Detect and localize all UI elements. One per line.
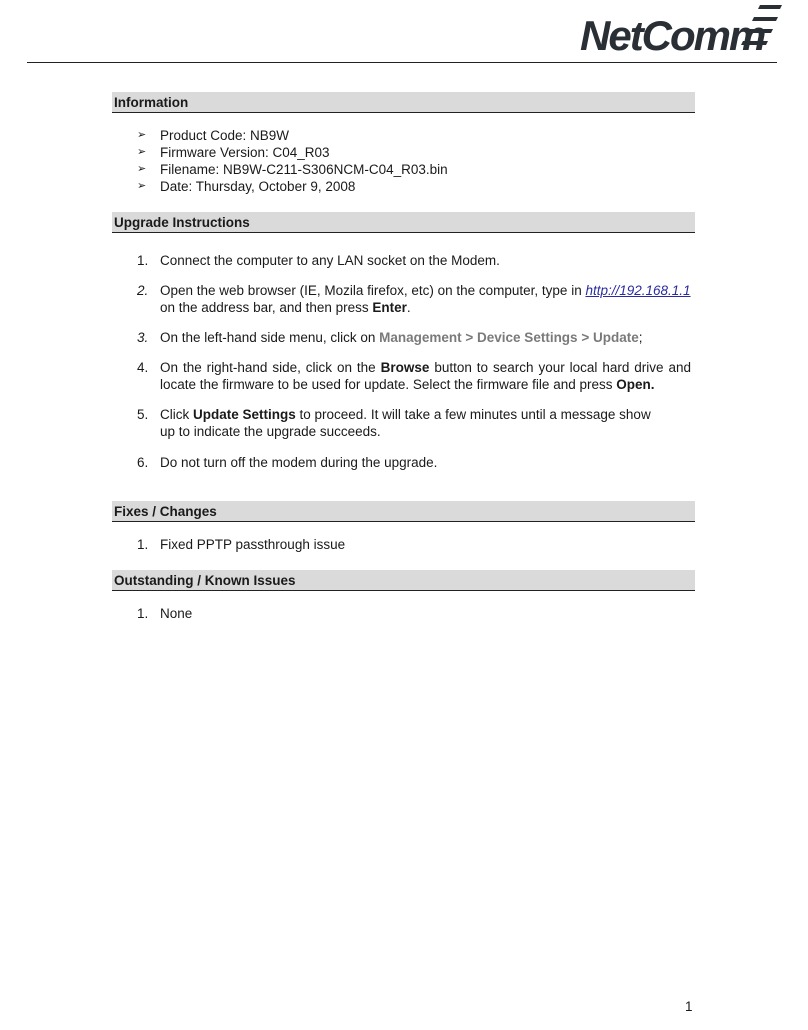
section-heading-fixes: Fixes / Changes: [112, 501, 695, 522]
menu-path: Management > Device Settings > Update: [379, 330, 639, 345]
section-heading-upgrade: Upgrade Instructions: [112, 212, 695, 233]
section-heading-information: Information: [112, 92, 695, 113]
upgrade-step-2: 2. Open the web browser (IE, Mozila firefox, etc) on the computer, type in http://192.168.1.1 on the address bar, and then press Enter.: [137, 283, 691, 315]
upgrade-step-5: 5. Click Update Settings to proceed. It will take a few minutes until a message show up to indicate the upgrade succeeds.: [137, 407, 651, 439]
logo-text: NetComm: [580, 12, 765, 56]
upgrade-step-1: 1. Connect the computer to any LAN socket on the Modem.: [137, 253, 500, 268]
fix-item: 1. Fixed PPTP passthrough issue: [137, 537, 346, 552]
upgrade-step-3: 3. On the left-hand side menu, click on Management > Device Settings > Update;: [137, 330, 643, 345]
upgrade-step-6: 6. Do not turn off the modem during the upgrade.: [137, 455, 438, 470]
arrow-bullet-icon: ➢: [137, 180, 147, 192]
section-heading-issues: Outstanding / Known Issues: [112, 570, 695, 591]
netcomm-logo: [578, 2, 784, 56]
page-number: 1: [685, 999, 693, 1014]
router-address-link[interactable]: http://192.168.1.1: [585, 283, 691, 298]
arrow-bullet-icon: ➢: [137, 129, 147, 141]
upgrade-step-4: 4. On the right-hand side, click on the Browse button to search your local hard drive and locate the firmware to be used for update. Select the firmware file and press Open.: [137, 360, 691, 392]
arrow-bullet-icon: ➢: [137, 146, 147, 158]
arrow-bullet-icon: ➢: [137, 163, 147, 175]
header-rule: [27, 62, 777, 63]
issue-item: 1. None: [137, 606, 193, 621]
